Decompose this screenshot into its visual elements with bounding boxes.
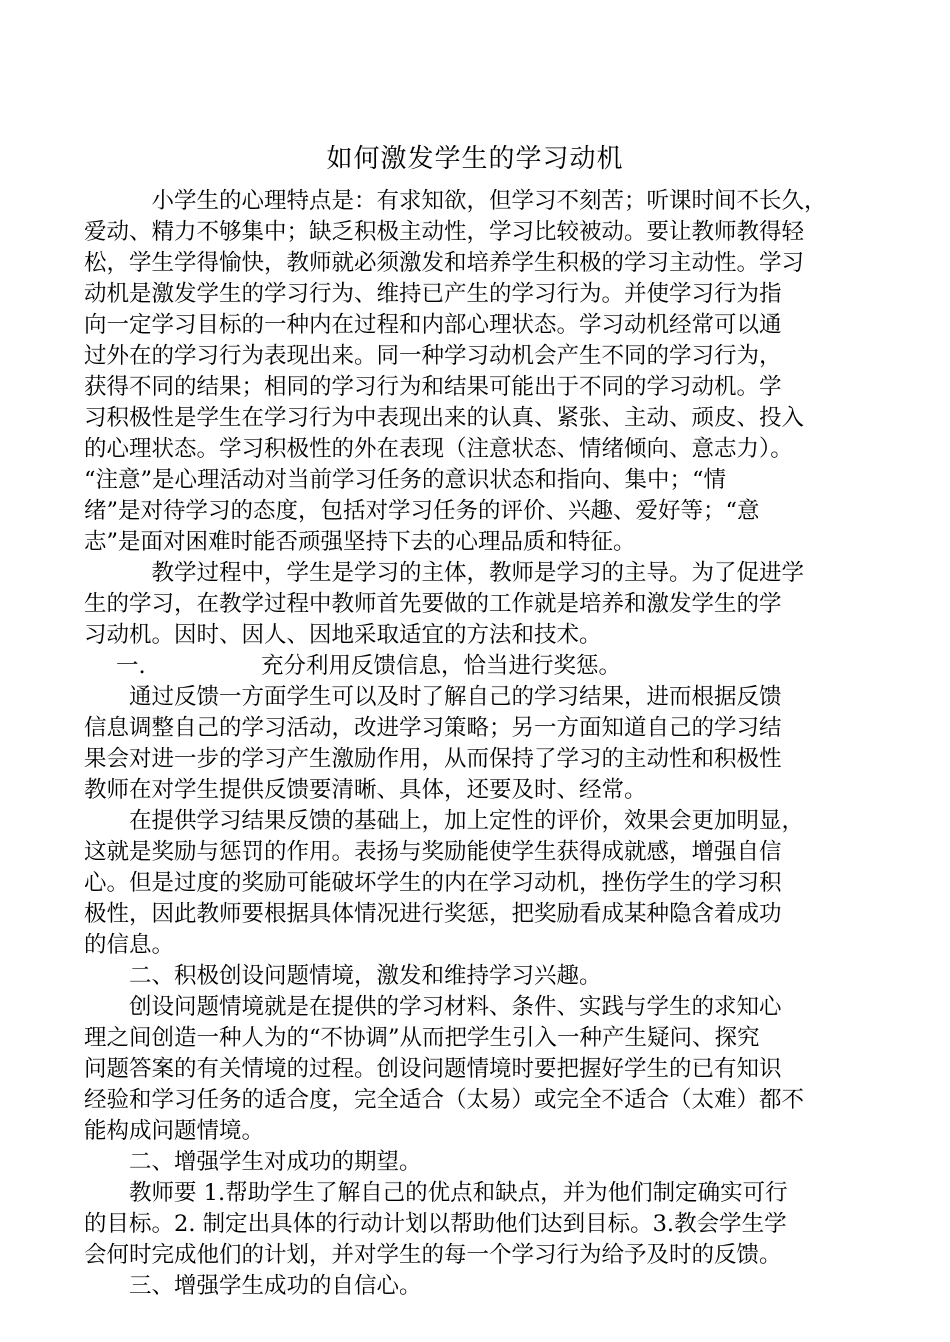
body-line: 极性，因此教师要根据具体情况进行奖惩，把奖励看成某种隐含着成功	[84, 901, 782, 927]
body-line: 的信息。	[84, 932, 175, 958]
body-line: 心。但是过度的奖励可能破坏学生的内在学习动机，挫伤学生的学习积	[84, 870, 782, 896]
document-body	[84, 186, 884, 1302]
body-line: 创设问题情境就是在提供的学习材料、条件、实践与学生的求知心	[84, 994, 782, 1020]
body-line: 教师要 1.帮助学生了解自己的优点和缺点，并为他们制定确实可行	[84, 1180, 788, 1206]
body-line: 在提供学习结果反馈的基础上，加上定性的评价，效果会更加明显，	[84, 808, 805, 834]
body-line: 教学过程中，学生是学习的主体，教师是学习的主导。为了促进学	[84, 560, 805, 586]
section-heading-text: 充分利用反馈信息，恰当进行奖惩。	[261, 653, 622, 679]
section-heading: 三、增强学生成功的自信心。	[84, 1273, 422, 1299]
body-line: 理之间创造一种人为的“不协调”从而把学生引入一种产生疑问、探究	[84, 1025, 760, 1051]
body-line: 小学生的心理特点是：有求知欲，但学习不刻苦；听课时间不长久，	[84, 188, 827, 214]
body-line: 这就是奖励与惩罚的作用。表扬与奖励能使学生获得成就感，增强自信	[84, 839, 782, 865]
body-line: 绪”是对待学习的态度，包括对学习任务的评价、兴趣、爱好等；“意	[84, 498, 760, 524]
body-line: “注意”是心理活动对当前学习任务的意识状态和指向、集中；“情	[84, 467, 727, 493]
body-line: 习积极性是学生在学习行为中表现出来的认真、紧张、主动、顽皮、投入	[84, 405, 805, 431]
body-line: 习动机。因时、因人、因地采取适宜的方法和技术。	[84, 622, 602, 648]
body-line: 志”是面对困难时能否顽强坚持下去的心理品质和特征。	[84, 529, 636, 555]
body-line: 过外在的学习行为表现出来。同一种学习动机会产生不同的学习行为，	[84, 343, 782, 369]
document-title: 如何激发学生的学习动机	[326, 144, 624, 174]
body-line: 松，学生学得愉快，教师就必须激发和培养学生积极的学习主动性。学习	[84, 250, 805, 276]
body-line: 果会对进一步的学习产生激励作用，从而保持了学习的主动性和积极性	[84, 746, 782, 772]
section-number: 一.	[116, 653, 146, 679]
body-line: 向一定学习目标的一种内在过程和内部心理状态。学习动机经常可以通	[84, 312, 782, 338]
body-line: 问题答案的有关情境的过程。创设问题情境时要把握好学生的已有知识	[84, 1056, 782, 1082]
body-line: 教师在对学生提供反馈要清晰、具体，还要及时、经常。	[84, 777, 647, 803]
body-line: 爱动、精力不够集中；缺乏积极主动性，学习比较被动。要让教师教得轻	[84, 219, 805, 245]
body-line: 的目标。2. 制定出具体的行动计划以帮助他们达到目标。3.教会学生学	[84, 1211, 787, 1237]
body-line: 信息调整自己的学习活动，改进学习策略；另一方面知道自己的学习结	[84, 715, 782, 741]
body-line: 会何时完成他们的计划，并对学生的每一个学习行为给予及时的反馈。	[84, 1242, 782, 1268]
body-line: 的心理状态。学习积极性的外在表现（注意状态、情绪倾向、意志力）。	[84, 436, 793, 462]
body-line: 能构成问题情境。	[84, 1118, 265, 1144]
section-heading: 二、积极创设问题情境，激发和维持学习兴趣。	[84, 963, 602, 989]
body-line: 经验和学习任务的适合度，完全适合（太易）或完全不适合（太难）都不	[84, 1087, 805, 1113]
section-heading-one	[84, 651, 884, 682]
body-line: 获得不同的结果；相同的学习行为和结果可能出于不同的学习动机。学	[84, 374, 782, 400]
body-line: 通过反馈一方面学生可以及时了解自己的学习结果，进而根据反馈	[84, 684, 782, 710]
body-line: 动机是激发学生的学习行为、维持已产生的学习行为。并使学习行为指	[84, 281, 782, 307]
section-heading: 二、增强学生对成功的期望。	[84, 1149, 422, 1175]
body-line: 生的学习，在教学过程中教师首先要做的工作就是培养和激发学生的学	[84, 591, 782, 617]
